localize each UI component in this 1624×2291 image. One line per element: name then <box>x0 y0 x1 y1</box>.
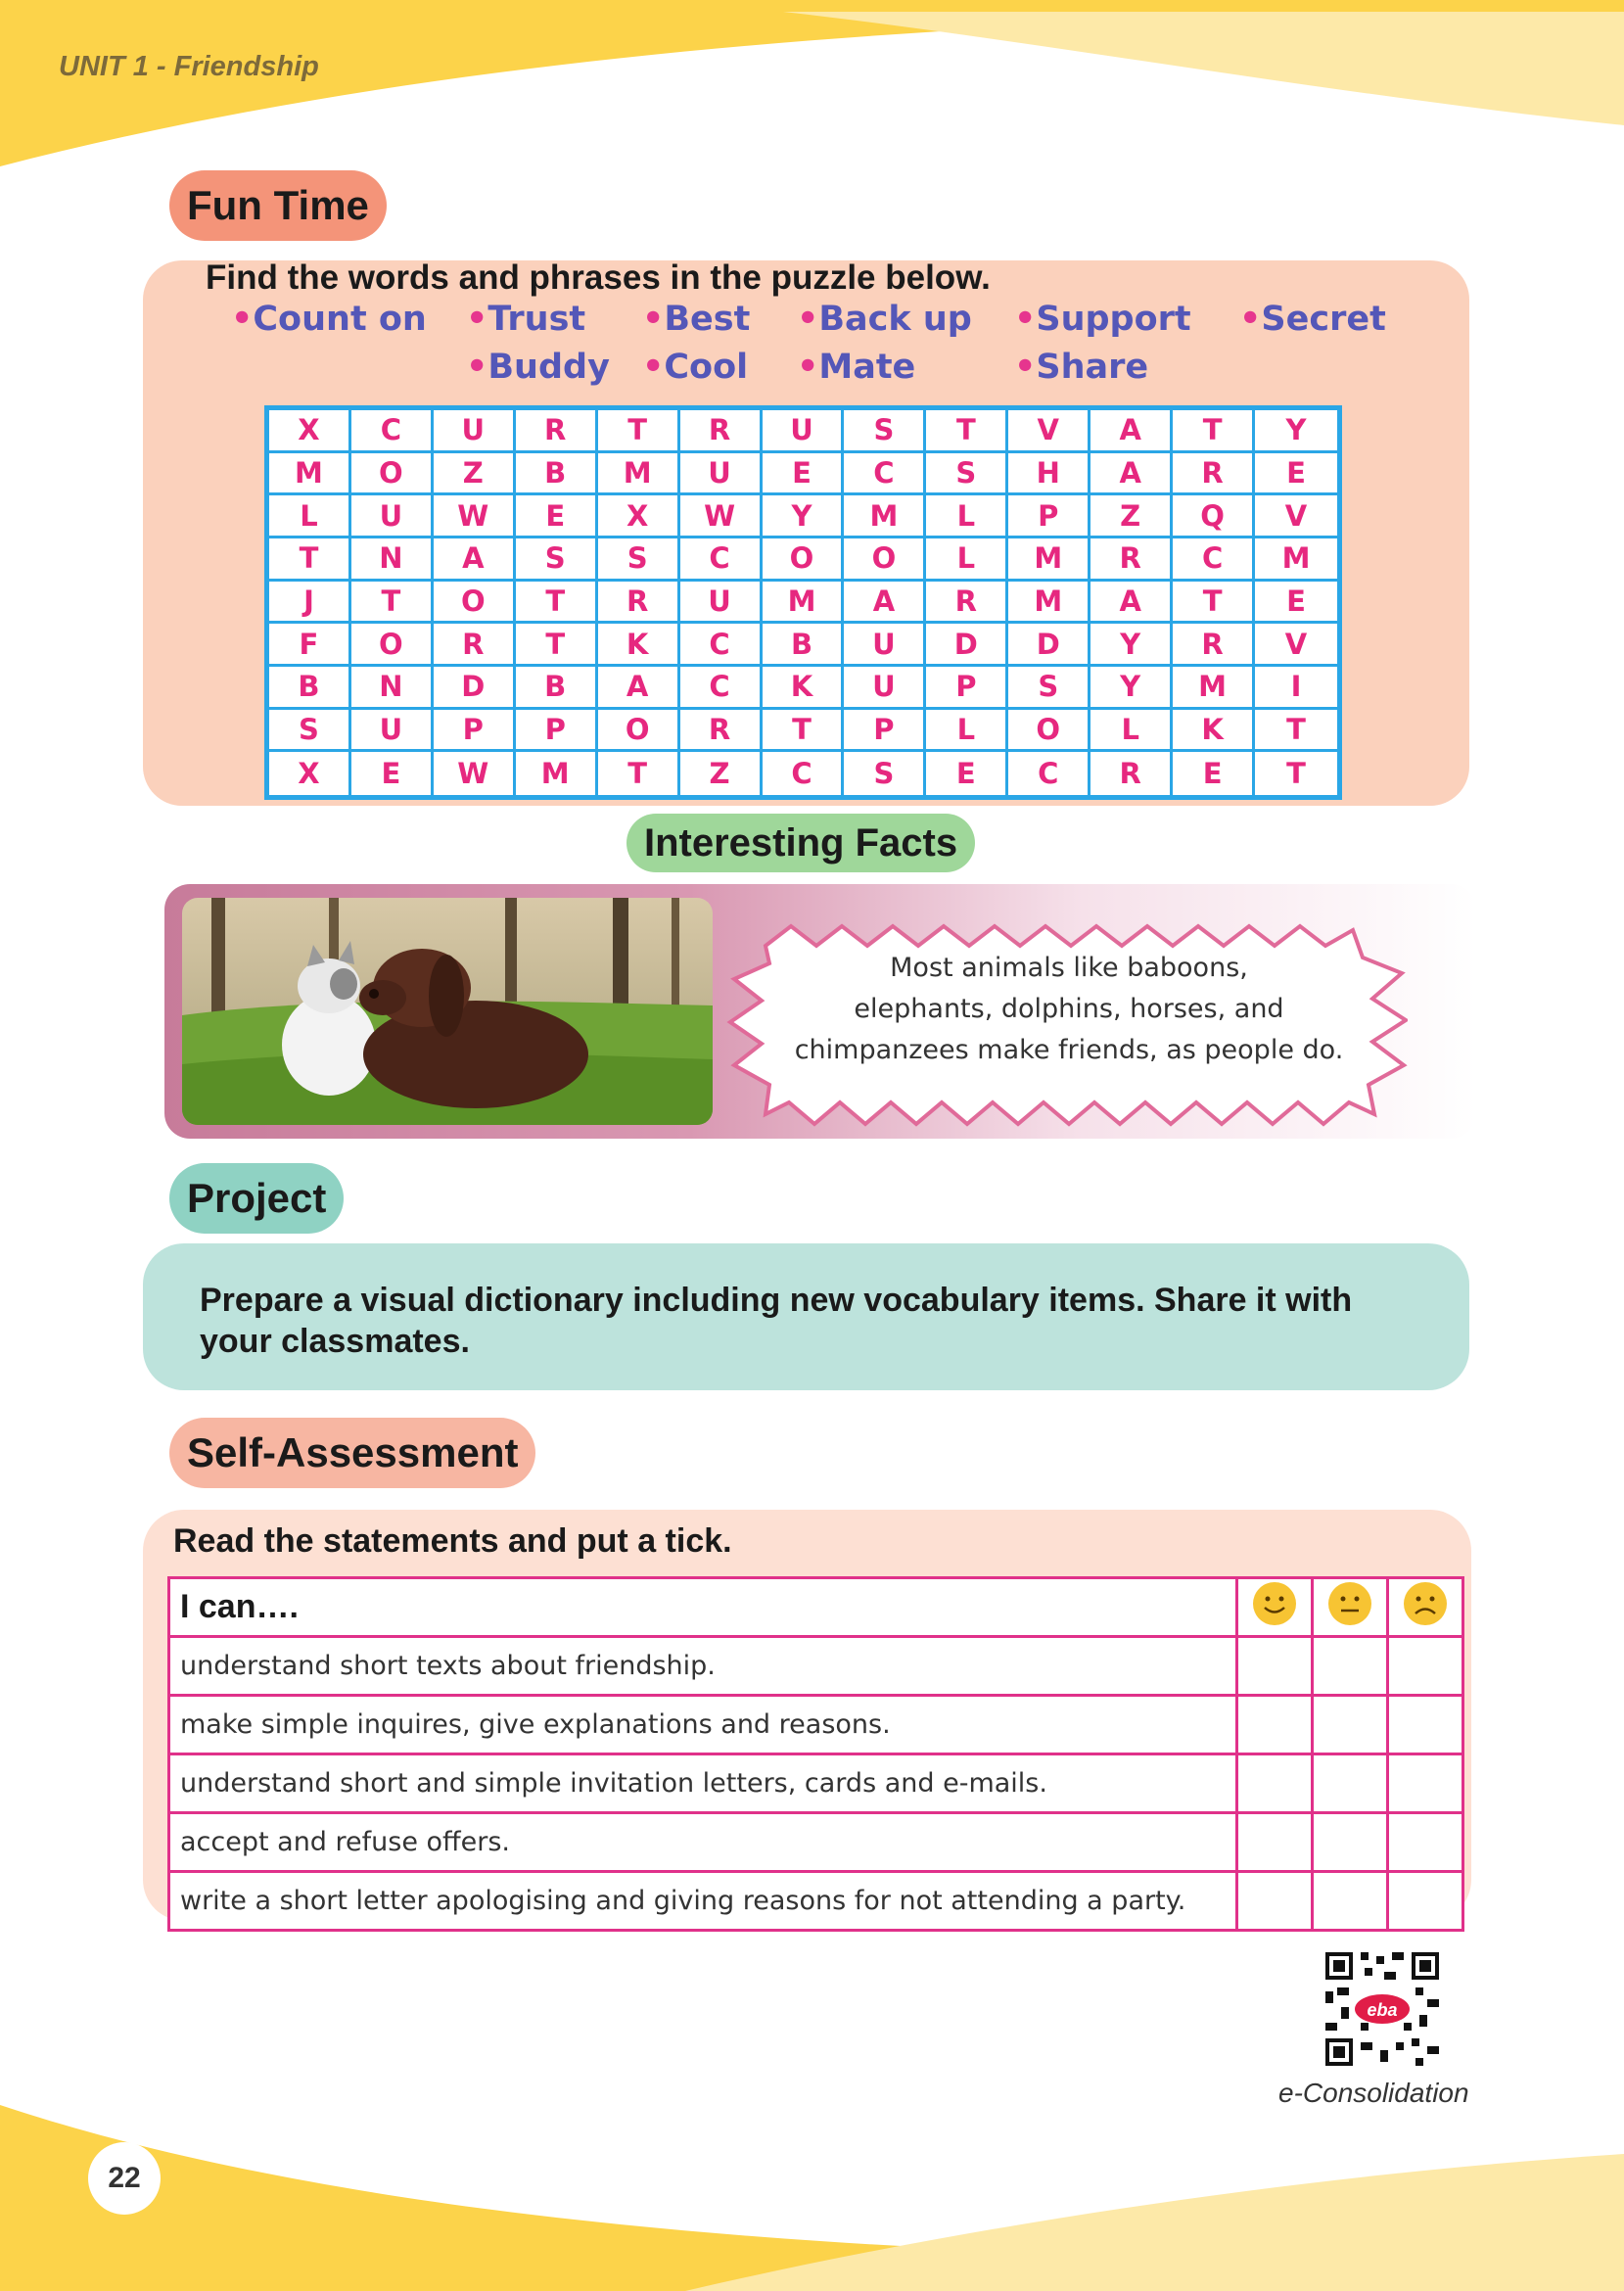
puzzle-cell[interactable]: O <box>763 538 845 582</box>
puzzle-cell[interactable]: Q <box>1173 495 1255 538</box>
puzzle-cell[interactable]: U <box>434 410 516 453</box>
puzzle-cell[interactable]: E <box>351 752 434 795</box>
tick-box-neutral[interactable] <box>1313 1637 1388 1696</box>
puzzle-cell[interactable]: T <box>1173 582 1255 625</box>
bullet: • <box>466 348 488 387</box>
qr-code[interactable] <box>1322 1948 1443 2070</box>
word-label: Best <box>664 300 751 339</box>
puzzle-cell[interactable]: P <box>926 667 1008 710</box>
puzzle-cell[interactable]: K <box>1173 710 1255 753</box>
puzzle-cell[interactable]: A <box>434 538 516 582</box>
puzzle-cell[interactable]: E <box>516 495 598 538</box>
puzzle-cell[interactable]: R <box>926 582 1008 625</box>
puzzle-cell[interactable]: T <box>763 710 845 753</box>
puzzle-cell[interactable]: S <box>926 453 1008 496</box>
tick-box-happy[interactable] <box>1237 1813 1313 1872</box>
puzzle-cell[interactable]: P <box>434 710 516 753</box>
puzzle-cell[interactable]: E <box>1255 582 1337 625</box>
bullet: • <box>1014 300 1037 339</box>
bullet: • <box>1239 300 1262 339</box>
puzzle-cell[interactable]: Y <box>1090 667 1173 710</box>
puzzle-cell[interactable]: C <box>680 667 763 710</box>
puzzle-cell[interactable]: T <box>598 410 680 453</box>
puzzle-cell[interactable]: C <box>1173 538 1255 582</box>
puzzle-cell[interactable]: H <box>1008 453 1090 496</box>
puzzle-cell[interactable]: D <box>926 624 1008 667</box>
puzzle-cell[interactable]: U <box>351 710 434 753</box>
puzzle-cell[interactable]: V <box>1255 624 1337 667</box>
puzzle-cell[interactable]: M <box>516 752 598 795</box>
puzzle-cell[interactable]: A <box>598 667 680 710</box>
facts-text <box>785 948 1353 1071</box>
word-buddy <box>466 348 610 387</box>
puzzle-cell[interactable]: T <box>516 582 598 625</box>
puzzle-cell[interactable]: B <box>763 624 845 667</box>
puzzle-cell[interactable]: S <box>269 710 351 753</box>
puzzle-cell[interactable]: L <box>926 710 1008 753</box>
puzzle-cell[interactable]: B <box>516 453 598 496</box>
facts-line: Most animals like baboons, <box>890 953 1248 983</box>
word-count-on <box>231 300 427 339</box>
word-secret <box>1239 300 1386 339</box>
eba-logo: eba <box>1367 2000 1398 2020</box>
page-number: 22 <box>88 2142 161 2215</box>
table-header-row <box>169 1578 1463 1637</box>
puzzle-cell[interactable]: O <box>434 582 516 625</box>
i-can-header: I can…. <box>169 1578 1237 1637</box>
word-label: Trust <box>487 300 586 339</box>
tick-box-sad[interactable] <box>1388 1872 1463 1931</box>
word-share <box>1014 348 1148 387</box>
tick-box-happy[interactable] <box>1237 1754 1313 1813</box>
puzzle-cell[interactable]: E <box>1173 752 1255 795</box>
word-cool <box>642 348 748 387</box>
puzzle-cell[interactable]: R <box>680 710 763 753</box>
puzzle-cell[interactable]: I <box>1255 667 1337 710</box>
puzzle-cell[interactable]: W <box>434 752 516 795</box>
puzzle-cell[interactable]: U <box>844 624 926 667</box>
puzzle-cell[interactable]: V <box>1008 410 1090 453</box>
puzzle-cell[interactable]: C <box>844 453 926 496</box>
puzzle-cell[interactable]: E <box>1255 453 1337 496</box>
bullet: • <box>797 348 819 387</box>
self-assessment-instruction: Read the statements and put a tick. <box>173 1522 732 1560</box>
puzzle-cell[interactable]: E <box>926 752 1008 795</box>
puzzle-cell[interactable]: L <box>1090 710 1173 753</box>
puzzle-cell[interactable]: T <box>1173 410 1255 453</box>
neutral-face-icon <box>1313 1578 1388 1637</box>
puzzle-cell[interactable]: P <box>516 710 598 753</box>
header-swoosh <box>0 0 1624 176</box>
table-row <box>169 1696 1463 1754</box>
puzzle-cell[interactable]: M <box>844 495 926 538</box>
tick-box-sad[interactable] <box>1388 1754 1463 1813</box>
puzzle-cell[interactable]: M <box>1008 538 1090 582</box>
puzzle-cell[interactable]: O <box>844 538 926 582</box>
facts-speech-bubble <box>726 918 1408 1132</box>
puzzle-cell[interactable]: F <box>269 624 351 667</box>
tick-box-sad[interactable] <box>1388 1637 1463 1696</box>
puzzle-cell[interactable]: S <box>1008 667 1090 710</box>
puzzle-cell[interactable]: U <box>351 495 434 538</box>
fun-time-instruction: Find the words and phrases in the puzzle below. <box>206 258 991 297</box>
word-label: Count on <box>253 300 427 339</box>
puzzle-cell[interactable]: S <box>598 538 680 582</box>
statement-cell: understand short and simple invitation letters, cards and e-mails. <box>169 1754 1237 1813</box>
puzzle-cell[interactable]: O <box>351 624 434 667</box>
puzzle-cell[interactable]: V <box>1255 495 1337 538</box>
puzzle-cell[interactable]: S <box>516 538 598 582</box>
puzzle-cell[interactable]: C <box>680 538 763 582</box>
puzzle-cell[interactable]: R <box>598 582 680 625</box>
puzzle-cell[interactable]: Y <box>1255 410 1337 453</box>
word-best <box>642 300 750 339</box>
puzzle-cell[interactable]: R <box>1090 752 1173 795</box>
puzzle-cell[interactable]: U <box>844 667 926 710</box>
puzzle-cell[interactable]: M <box>1255 538 1337 582</box>
bullet: • <box>642 300 665 339</box>
puzzle-cell[interactable]: U <box>680 582 763 625</box>
tick-box-happy[interactable] <box>1237 1696 1313 1754</box>
puzzle-cell[interactable]: A <box>1090 582 1173 625</box>
cat-and-dog-photo <box>182 898 713 1125</box>
tick-box-neutral[interactable] <box>1313 1813 1388 1872</box>
word-label: Share <box>1036 348 1149 387</box>
tick-box-happy[interactable] <box>1237 1637 1313 1696</box>
puzzle-cell[interactable]: T <box>351 582 434 625</box>
puzzle-cell[interactable]: O <box>1008 710 1090 753</box>
puzzle-cell[interactable]: B <box>516 667 598 710</box>
unit-header: UNIT 1 - Friendship <box>59 51 319 82</box>
table-row <box>169 1754 1463 1813</box>
bullet: • <box>642 348 665 387</box>
project-title: Project <box>169 1163 344 1234</box>
puzzle-cell[interactable]: D <box>434 667 516 710</box>
tick-box-sad[interactable] <box>1388 1696 1463 1754</box>
puzzle-cell[interactable]: T <box>926 410 1008 453</box>
self-assessment-title: Self-Assessment <box>169 1418 535 1488</box>
word-trust <box>466 300 585 339</box>
word-support <box>1014 300 1191 339</box>
puzzle-cell[interactable]: R <box>1173 453 1255 496</box>
puzzle-cell[interactable]: X <box>269 410 351 453</box>
table-row <box>169 1813 1463 1872</box>
word-label: Secret <box>1261 300 1386 339</box>
puzzle-cell[interactable]: Y <box>1090 624 1173 667</box>
statement-cell: write a short letter apologising and giving reasons for not attending a party. <box>169 1872 1237 1931</box>
puzzle-cell[interactable]: E <box>763 453 845 496</box>
puzzle-cell[interactable]: Z <box>1090 495 1173 538</box>
project-text: Prepare a visual dictionary including new vocabulary items. Share it with your classmates. <box>200 1282 1353 1360</box>
bullet: • <box>231 300 254 339</box>
statement-cell: make simple inquires, give explanations and reasons. <box>169 1696 1237 1754</box>
puzzle-cell[interactable]: L <box>269 495 351 538</box>
puzzle-cell[interactable]: C <box>680 624 763 667</box>
word-search-grid <box>264 405 1342 800</box>
bullet: • <box>797 300 819 339</box>
puzzle-cell[interactable]: A <box>844 582 926 625</box>
puzzle-cell[interactable]: T <box>516 624 598 667</box>
puzzle-cell[interactable]: T <box>1255 710 1337 753</box>
puzzle-cell[interactable]: C <box>763 752 845 795</box>
interesting-facts-title: Interesting Facts <box>626 814 975 872</box>
self-assessment-table <box>167 1576 1464 1932</box>
puzzle-cell[interactable]: B <box>269 667 351 710</box>
puzzle-cell[interactable]: A <box>1090 410 1173 453</box>
puzzle-cell[interactable]: U <box>763 410 845 453</box>
puzzle-cell[interactable]: S <box>844 410 926 453</box>
puzzle-cell[interactable]: R <box>516 410 598 453</box>
table-row <box>169 1637 1463 1696</box>
puzzle-cell[interactable]: T <box>598 752 680 795</box>
e-consolidation-caption: e-Consolidation <box>1278 2078 1469 2108</box>
puzzle-cell[interactable]: X <box>598 495 680 538</box>
statement-cell: understand short texts about friendship. <box>169 1637 1237 1696</box>
happy-face-icon <box>1237 1578 1313 1637</box>
puzzle-cell[interactable]: C <box>351 410 434 453</box>
puzzle-cell[interactable]: N <box>351 538 434 582</box>
puzzle-cell[interactable]: K <box>763 667 845 710</box>
puzzle-cell[interactable]: P <box>1008 495 1090 538</box>
puzzle-cell[interactable]: C <box>1008 752 1090 795</box>
puzzle-cell[interactable]: R <box>1173 624 1255 667</box>
puzzle-cell[interactable]: W <box>434 495 516 538</box>
puzzle-cell[interactable]: U <box>680 453 763 496</box>
puzzle-cell[interactable]: R <box>434 624 516 667</box>
puzzle-cell[interactable]: N <box>351 667 434 710</box>
word-back-up <box>797 300 972 339</box>
puzzle-cell[interactable]: Z <box>434 453 516 496</box>
fun-time-title: Fun Time <box>169 170 387 241</box>
puzzle-cell[interactable]: O <box>351 453 434 496</box>
bullet: • <box>466 300 488 339</box>
puzzle-cell[interactable]: L <box>926 538 1008 582</box>
puzzle-cell[interactable]: M <box>1173 667 1255 710</box>
puzzle-cell[interactable]: T <box>269 538 351 582</box>
puzzle-cell[interactable]: R <box>1090 538 1173 582</box>
puzzle-cell[interactable]: Y <box>763 495 845 538</box>
puzzle-cell[interactable]: K <box>598 624 680 667</box>
sad-face-icon <box>1388 1578 1463 1637</box>
tick-box-sad[interactable] <box>1388 1813 1463 1872</box>
tick-box-neutral[interactable] <box>1313 1696 1388 1754</box>
statement-cell: accept and refuse offers. <box>169 1813 1237 1872</box>
word-label: Cool <box>664 348 749 387</box>
bullet: • <box>1014 348 1037 387</box>
word-label: Mate <box>818 348 916 387</box>
puzzle-cell[interactable]: M <box>763 582 845 625</box>
word-label: Buddy <box>487 348 610 387</box>
puzzle-cell[interactable]: M <box>269 453 351 496</box>
puzzle-cell[interactable]: D <box>1008 624 1090 667</box>
word-mate <box>797 348 915 387</box>
puzzle-cell[interactable]: Z <box>680 752 763 795</box>
puzzle-cell[interactable]: S <box>844 752 926 795</box>
puzzle-cell[interactable]: M <box>1008 582 1090 625</box>
puzzle-cell[interactable]: L <box>926 495 1008 538</box>
word-label: Back up <box>818 300 972 339</box>
puzzle-cell[interactable]: W <box>680 495 763 538</box>
puzzle-cell[interactable]: P <box>844 710 926 753</box>
facts-line: chimpanzees make friends, as people do. <box>794 1035 1344 1065</box>
facts-line: elephants, dolphins, horses, and <box>854 994 1284 1024</box>
puzzle-cell[interactable]: J <box>269 582 351 625</box>
table-row <box>169 1872 1463 1931</box>
tick-box-neutral[interactable] <box>1313 1754 1388 1813</box>
puzzle-cell[interactable]: X <box>269 752 351 795</box>
puzzle-cell[interactable]: O <box>598 710 680 753</box>
puzzle-cell[interactable]: A <box>1090 453 1173 496</box>
tick-box-neutral[interactable] <box>1313 1872 1388 1931</box>
tick-box-happy[interactable] <box>1237 1872 1313 1931</box>
puzzle-cell[interactable]: R <box>680 410 763 453</box>
word-label: Support <box>1036 300 1191 339</box>
puzzle-cell[interactable]: M <box>598 453 680 496</box>
puzzle-cell[interactable]: T <box>1286 757 1306 791</box>
